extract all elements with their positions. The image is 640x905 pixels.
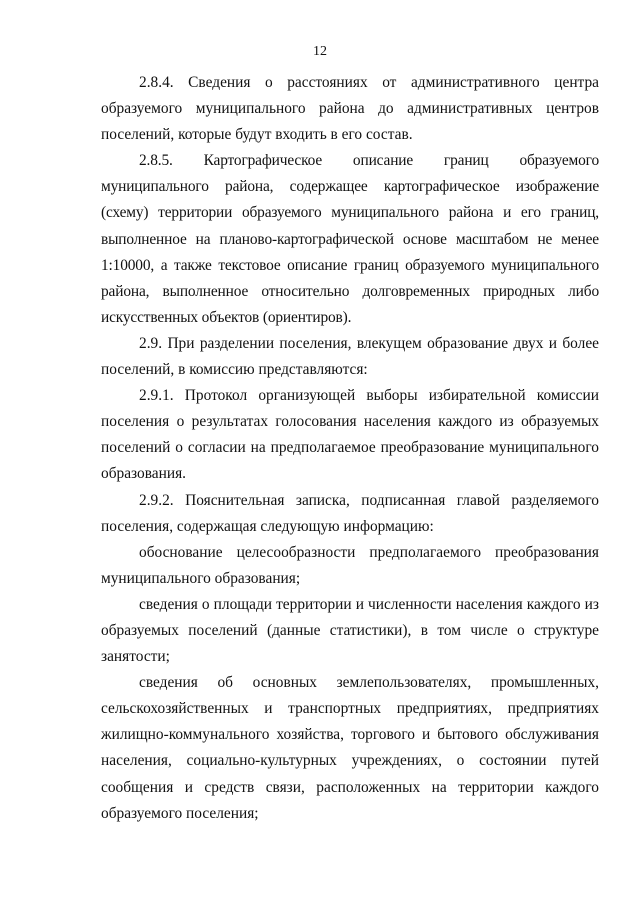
page-number: 12 bbox=[313, 44, 327, 59]
document-body bbox=[101, 70, 599, 827]
paragraph-2-8-5: 2.8.5. Картографическое описание границ образуемого муниципального района, содержащее картографическое изображение (схему) территории образуемого муниципального района и его границ, выполненное на планово-картографической основе масштабом не менее 1:10000, а также текстовое описание границ образуемого муниципального района, выполненное относительно долговременных природных либо искусственных объектов (ориентиров). bbox=[101, 152, 599, 326]
paragraph-2-9-2: 2.9.2. Пояснительная записка, подписанная главой разделяемого поселения, содержащая следующую информацию: bbox=[101, 491, 599, 535]
paragraph-land-users-enterprises: сведения об основных землепользователях, промышленных, сельскохозяйственных и транспортных предприятиях, предприятиях жилищно-коммунального хозяйства, торгового и бытового обслуживания населения, социально-культурных учреждениях, о состоянии путей сообщения и средств связи, расположенных на территории каждого образуемого поселения; bbox=[101, 674, 599, 822]
paragraph-2-9-1: 2.9.1. Протокол организующей выборы избирательной комиссии поселения о результатах голосования населения каждого из образуемых поселений о согласии на предполагаемое преобразование муниципального образования. bbox=[101, 387, 599, 483]
paragraph-territory-population: сведения о площади территории и численности населения каждого из образуемых поселений (данные статистики), в том числе о структуре занятости; bbox=[101, 595, 599, 666]
paragraph-2-8-4: 2.8.4. Сведения о расстояниях от административного центра образуемого муниципального района до административных центров поселений, которые будут входить в его состав. bbox=[101, 74, 599, 144]
paragraph-2-9: 2.9. При разделении поселения, влекущем образование двух и более поселений, в комиссию представляются: bbox=[101, 334, 599, 379]
paragraph-justification: обоснование целесообразности предполагаемого преобразования муниципального образования; bbox=[101, 543, 599, 587]
